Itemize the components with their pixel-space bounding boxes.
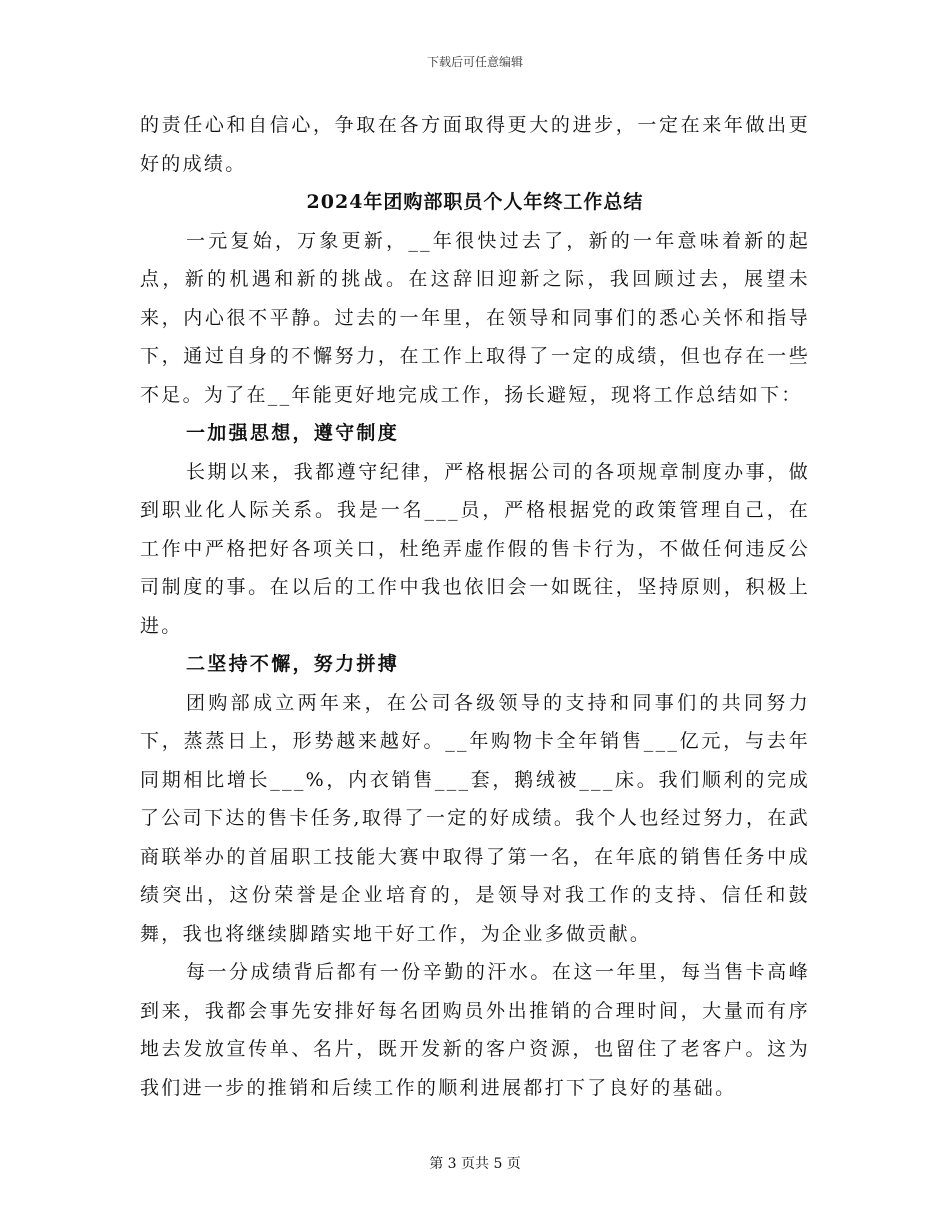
paragraph-3: 团购部成立两年来，在公司各级领导的支持和同事们的共同努力下，蒸蒸日上，形势越来越好。__年购物卡全年销售___亿元，与去年同期相比增长___%，内衣销售___套，鹅绒被___床。我们顺利的完成了公司下达的售卡任务,取得了一定的好成绩。我个人也经过努力，在武商联举办的首届职工技能大赛中取得了第一名，在年底的销售任务中成绩突出，这份荣誉是企业培育的，是领导对我工作的支持、信任和鼓舞，我也将继续脚踏实地干好工作，为企业多做贡献。	[140, 691, 810, 945]
page-header: 下载后可任意编辑	[426, 55, 523, 69]
section-heading-2: 二坚持不懈，努力拼搏	[186, 653, 400, 675]
paragraph-2: 长期以来，我都遵守纪律，严格根据公司的各项规章制度办事，做到职业化人际关系。我是一名___员，严格根据党的政策管理自己，在工作中严格把好各项关口，杜绝弄虚作假的售卡行为，不做任何违反公司制度的事。在以后的工作中我也依旧会一如既往，坚持原则，积极上进。	[140, 460, 810, 637]
document-title: 2024年团购部职员个人年终工作总结	[306, 191, 644, 213]
page-number: 第 3 页共 5 页	[429, 1156, 521, 1172]
paragraph-1: 一元复始，万象更新，__年很快过去了，新的一年意味着新的起点，新的机遇和新的挑战。在这辞旧迎新之际，我回顾过去，展望未来，内心很不平静。过去的一年里，在领导和同事们的悉心关怀和指导下，通过自身的不懈努力，在工作上取得了一定的成绩，但也存在一些不足。为了在__年能更好地完成工作，扬长避短，现将工作总结如下：	[140, 229, 810, 406]
section-heading-1: 一加强思想，遵守制度	[186, 422, 400, 444]
paragraph-4: 每一分成绩背后都有一份辛勤的汗水。在这一年里，每当售卡高峰到来，我都会事先安排好每名团购员外出推销的合理时间，大量而有序地去发放宣传单、名片，既开发新的客户资源，也留住了老客户。这为我们进一步的推销和后续工作的顺利进展都打下了良好的基础。	[140, 961, 810, 1099]
document-body	[140, 106, 810, 1107]
intro-fragment: 的责任心和自信心，争取在各方面取得更大的进步，一定在来年做出更好的成绩。	[140, 114, 810, 175]
